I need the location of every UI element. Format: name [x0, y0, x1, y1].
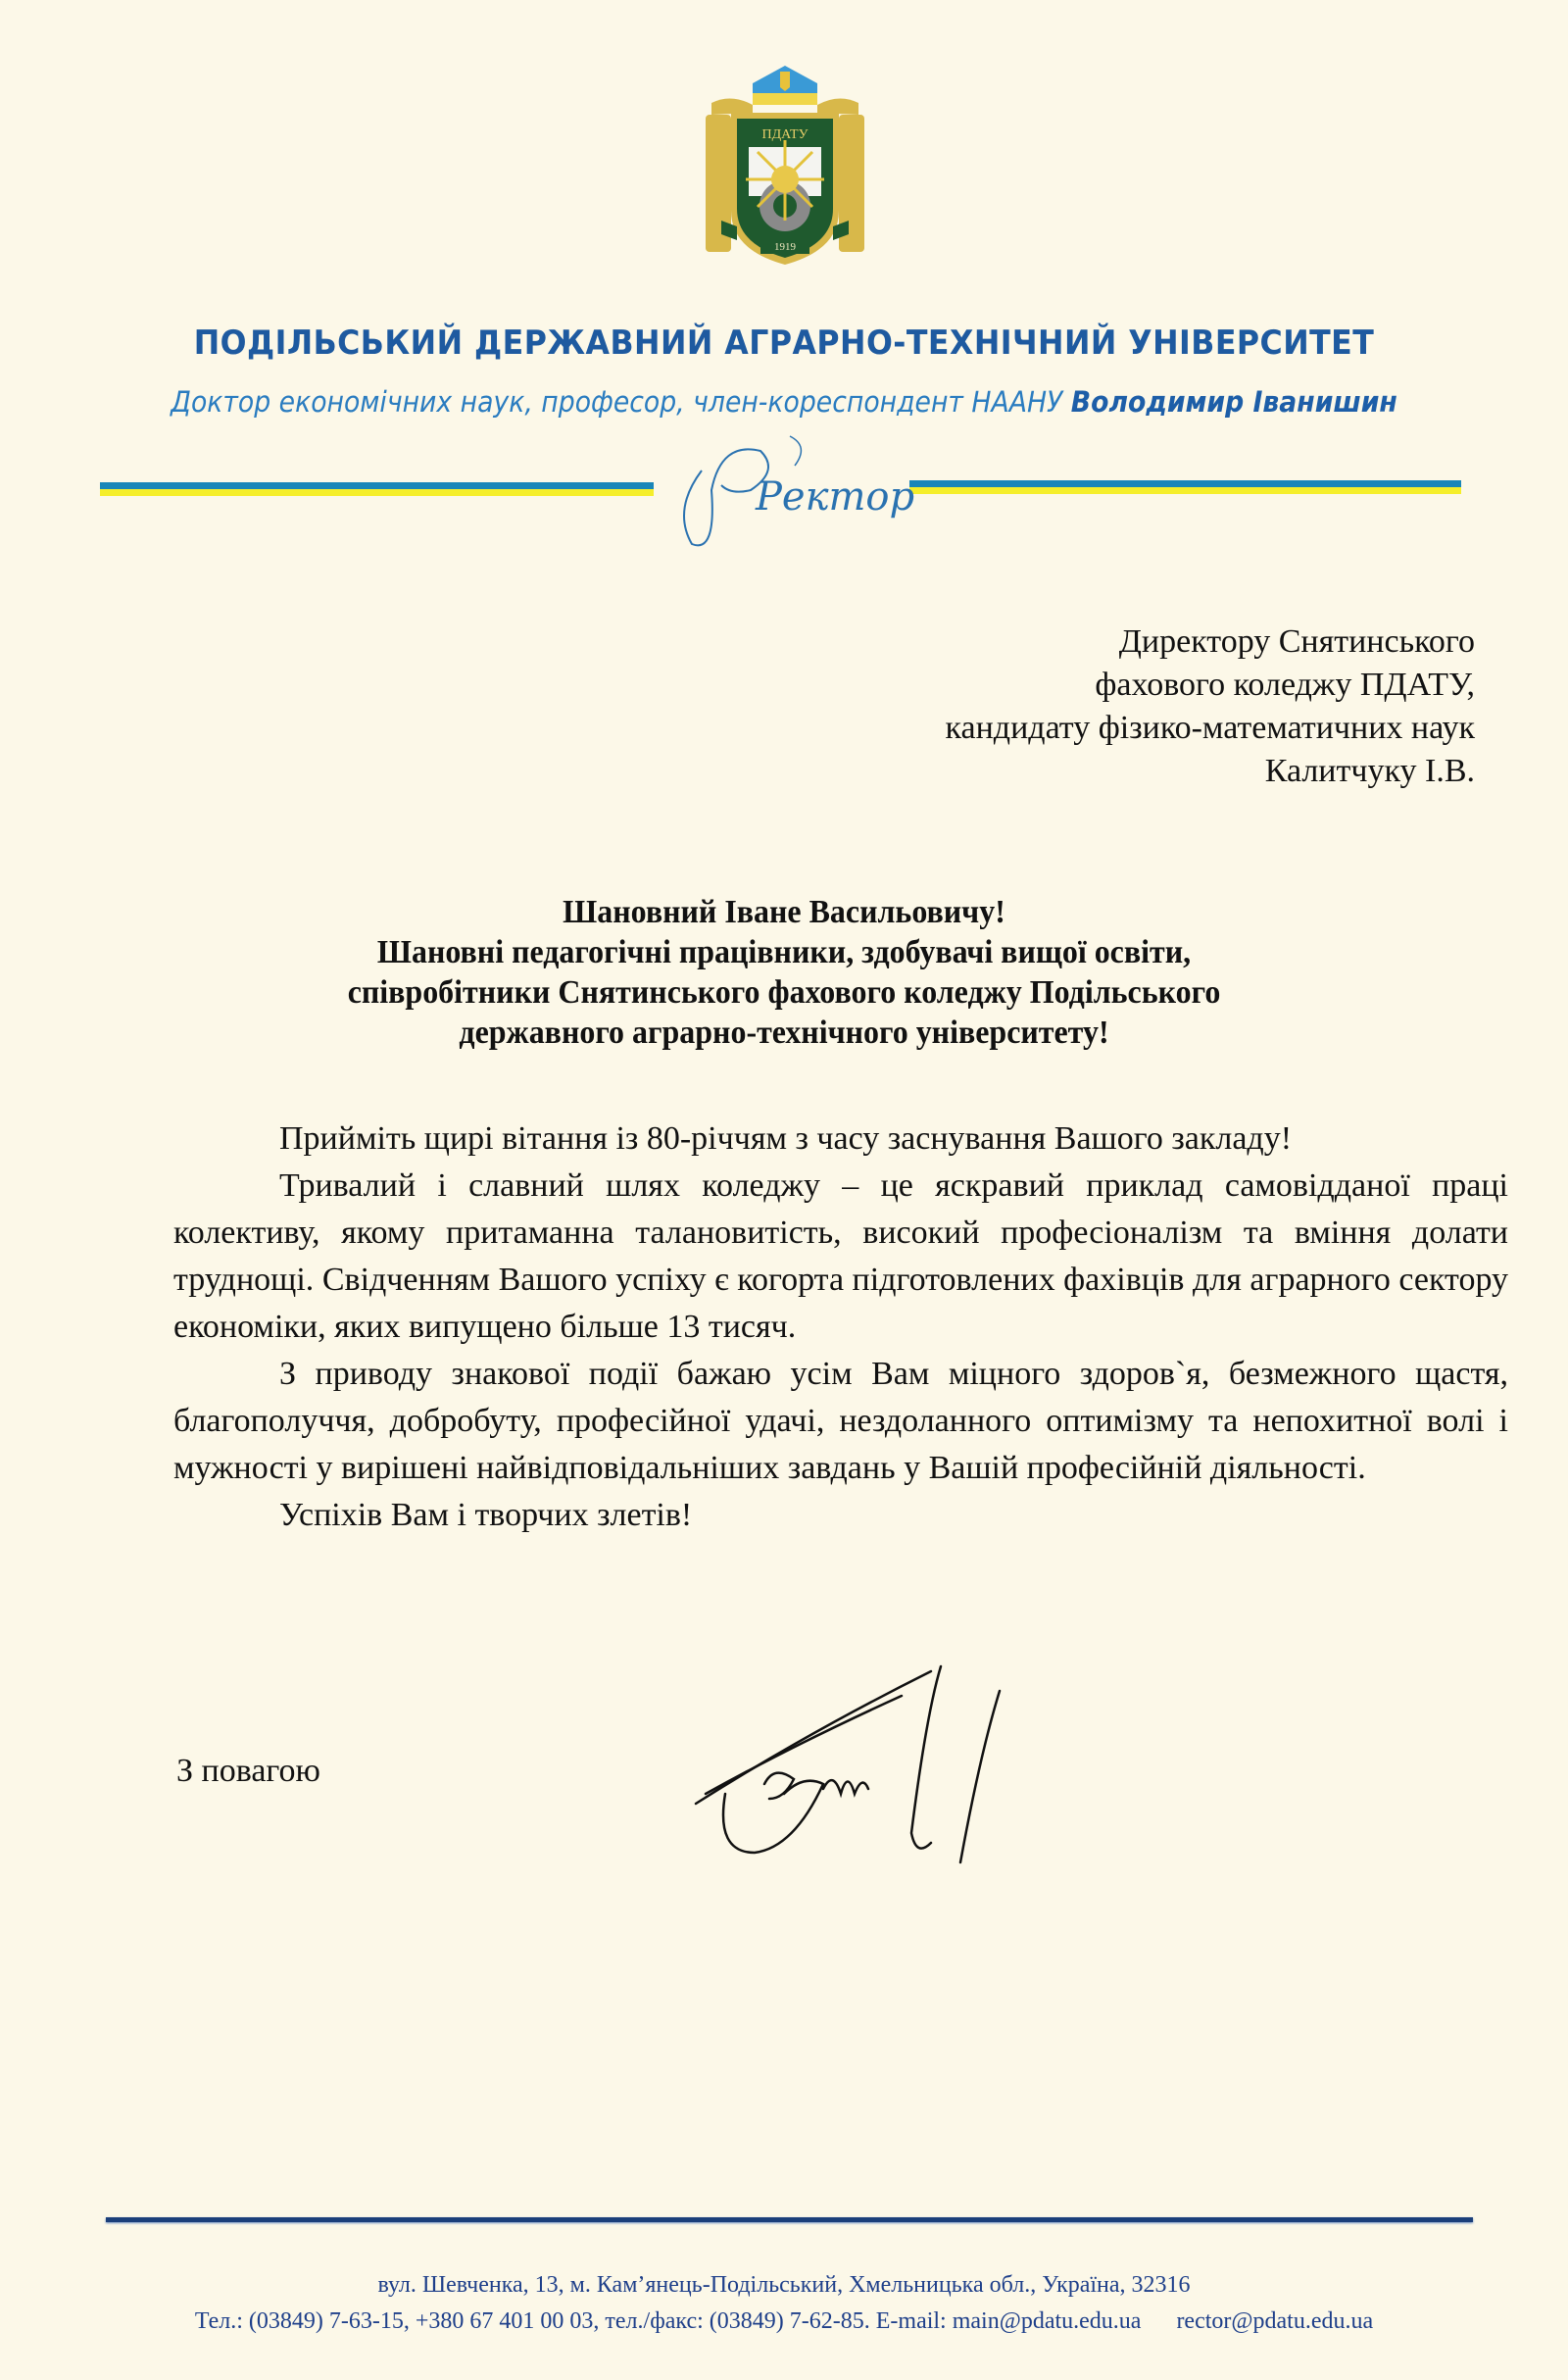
handwritten-signature — [686, 1657, 1078, 1882]
addressee-block — [593, 620, 1475, 793]
footer-email-rector[interactable]: rector@pdatu.edu.ua — [1176, 2308, 1374, 2334]
footer-phones-email[interactable]: Тел.: (03849) 7-63-15, +380 67 401 00 03, тел./факс: (03849) 7-62-85. E-mail: main@pdatu.edu.ua — [194, 2308, 1142, 2334]
crest-year: 1919 — [774, 241, 796, 253]
salutation-block — [47, 892, 1521, 1053]
rector-script-title — [662, 431, 927, 554]
rector-title: Доктор економічних наук, професор, член-кореспондент НААНУ — [171, 385, 1063, 419]
closing-text: З повагою — [176, 1753, 320, 1789]
addressee-line: Директору Снятинського — [1118, 623, 1475, 660]
flag-stripe-left — [100, 482, 654, 496]
body-paragraph: З приводу знакової події бажаю усім Вам міцного здоров`я, безмежного щастя, благополуччя, добробуту, професійної удачі, нездоланного оптимізму та непохитної волі і мужності у вирішені найвідповідальніших завдань у Вашій професійній діяльності. — [173, 1356, 1508, 1486]
university-crest-logo — [692, 54, 878, 279]
addressee-line: Калитчуку І.В. — [1264, 753, 1475, 789]
crest-abbrev: ПДАТУ — [761, 127, 808, 142]
body-paragraph: Тривалий і славний шлях коледжу – це яскравий приклад самовідданої праці колективу, якому притаманна талановитість, високий професіоналізм та вміння долати труднощі. Свідченням Вашого успіху є когорта підготовлених фахівців для аграрного сектору економіки, яких випущено більше 13 тисяч. — [173, 1167, 1508, 1345]
footer-contacts — [0, 2308, 1568, 2335]
salutation-line: Шановні педагогічні працівники, здобувачі вищої освіти, — [376, 934, 1192, 970]
position-script: Ректор — [756, 474, 915, 520]
footer-address: вул. Шевченка, 13, м. Кам’янець-Подільський, Хмельницька обл., Україна, 32316 — [377, 2272, 1191, 2298]
footer-divider — [106, 2217, 1473, 2222]
addressee-line: кандидату фізико-математичних наук — [945, 710, 1475, 746]
salutation-line: співробітники Снятинського фахового коледжу Подільського — [347, 974, 1221, 1011]
rector-name: Володимир Іванишин — [1070, 385, 1397, 419]
body-paragraph: Прийміть щирі вітання із 80-річчям з часу заснування Вашого закладу! — [279, 1120, 1293, 1157]
letter-body — [173, 1116, 1508, 1539]
salutation-line: державного аграрно-технічного університету! — [459, 1015, 1109, 1051]
salutation-line: Шановний Іване Васильовичу! — [563, 894, 1005, 930]
body-paragraph: Успіхів Вам і творчих злетів! — [279, 1497, 693, 1533]
addressee-line: фахового коледжу ПДАТУ, — [1095, 667, 1475, 703]
university-name: ПОДІЛЬСЬКИЙ ДЕРЖАВНИЙ АГРАРНО-ТЕХНІЧНИЙ УНІВЕРСИТЕТ — [193, 323, 1375, 363]
rector-credentials — [63, 385, 1505, 419]
flag-stripe-right — [909, 480, 1461, 494]
